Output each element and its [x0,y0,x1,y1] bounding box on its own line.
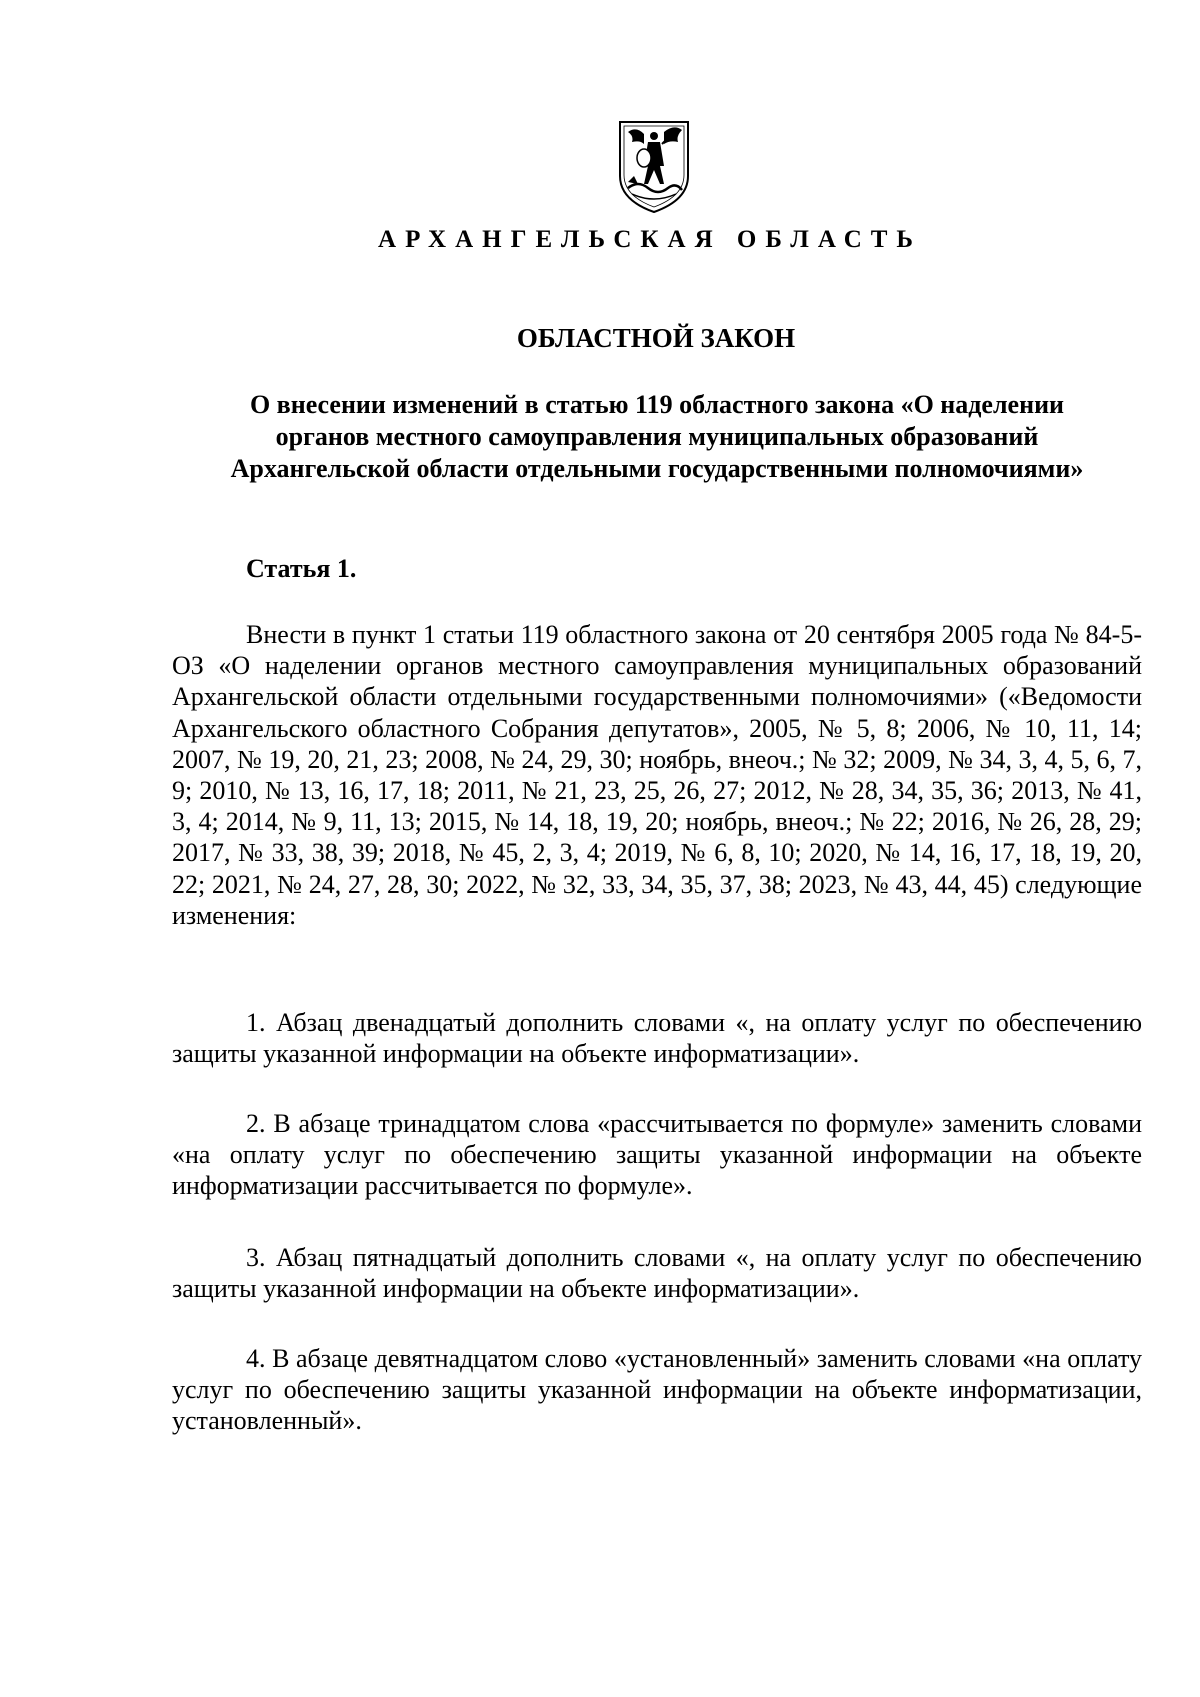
article-heading: Статья 1. [246,554,357,583]
amendment-item-3: 3. Абзац пятнадцатый дополнить словами «, на оплату услуг по обеспечению защиты указанной информации на объекте информатизации». [172,1243,1142,1304]
amendment-item-2: 2. В абзаце тринадцатом слова «рассчитывается по формуле» заменить словами «на оплату услуг по обеспечению защиты указанной информации на объекте информатизации рассчитывается по формуле». [172,1109,1142,1201]
law-type-heading: ОБЛАСТНОЙ ЗАКОН [516,323,796,353]
law-title-line: О внесении изменений в статью 119 областного закона «О наделении [249,390,1065,419]
article-intro-paragraph: Внести в пункт 1 статьи 119 областного закона от 20 сентября 2005 года № 84-5-ОЗ «О наделении органов местного самоуправления муниципальных образований Архангельской области отдельными государственными полномочиями» («Ведомости Архангельского областного Собрания депутатов», 2005, № 5, 8; 2006, № 10, 11, 14; 2007, № 19, 20, 21, 23; 2008, № 24, 29, 30; ноябрь, внеоч.; № 32; 2009, № 34, 3, 4, 5, 6, 7, 9; 2010, № 13, 16, 17, 18; 2011, № 21, 23, 25, 26, 27; 2012, № 28, 34, 35, 36; 2013, № 41, 3, 4; 2014, № 9, 11, 13; 2015, № 14, 18, 19, 20; ноябрь, внеоч.; № 22; 2016, № 26, 28, 29; 2017, № 33, 38, 39; 2018, № 45, 2, 3, 4; 2019, № 6, 8, 10; 2020, № 14, 16, 17, 18, 19, 20, 22; 2021, № 24, 27, 28, 30; 2022, № 32, 33, 34, 35, 37, 38; 2023, № 43, 44, 45) следующие изменения: [172,620,1142,930]
law-title-line: органов местного самоуправления муниципальных образований [275,422,1039,451]
region-name: АРХАНГЕЛЬСКАЯ ОБЛАСТЬ [378,226,922,253]
coat-of-arms-icon [614,118,694,214]
amendment-item-4: 4. В абзаце девятнадцатом слово «установленный» заменить словами «на оплату услуг по обеспечению защиты указанной информации на объекте информатизации, установленный». [172,1344,1142,1436]
law-title [172,389,1142,485]
amendment-item-1: 1. Абзац двенадцатый дополнить словами «, на оплату услуг по обеспечению защиты указанной информации на объекте информатизации». [172,1008,1142,1069]
law-title-line: Архангельской области отдельными государственными полномочиями» [230,454,1084,483]
